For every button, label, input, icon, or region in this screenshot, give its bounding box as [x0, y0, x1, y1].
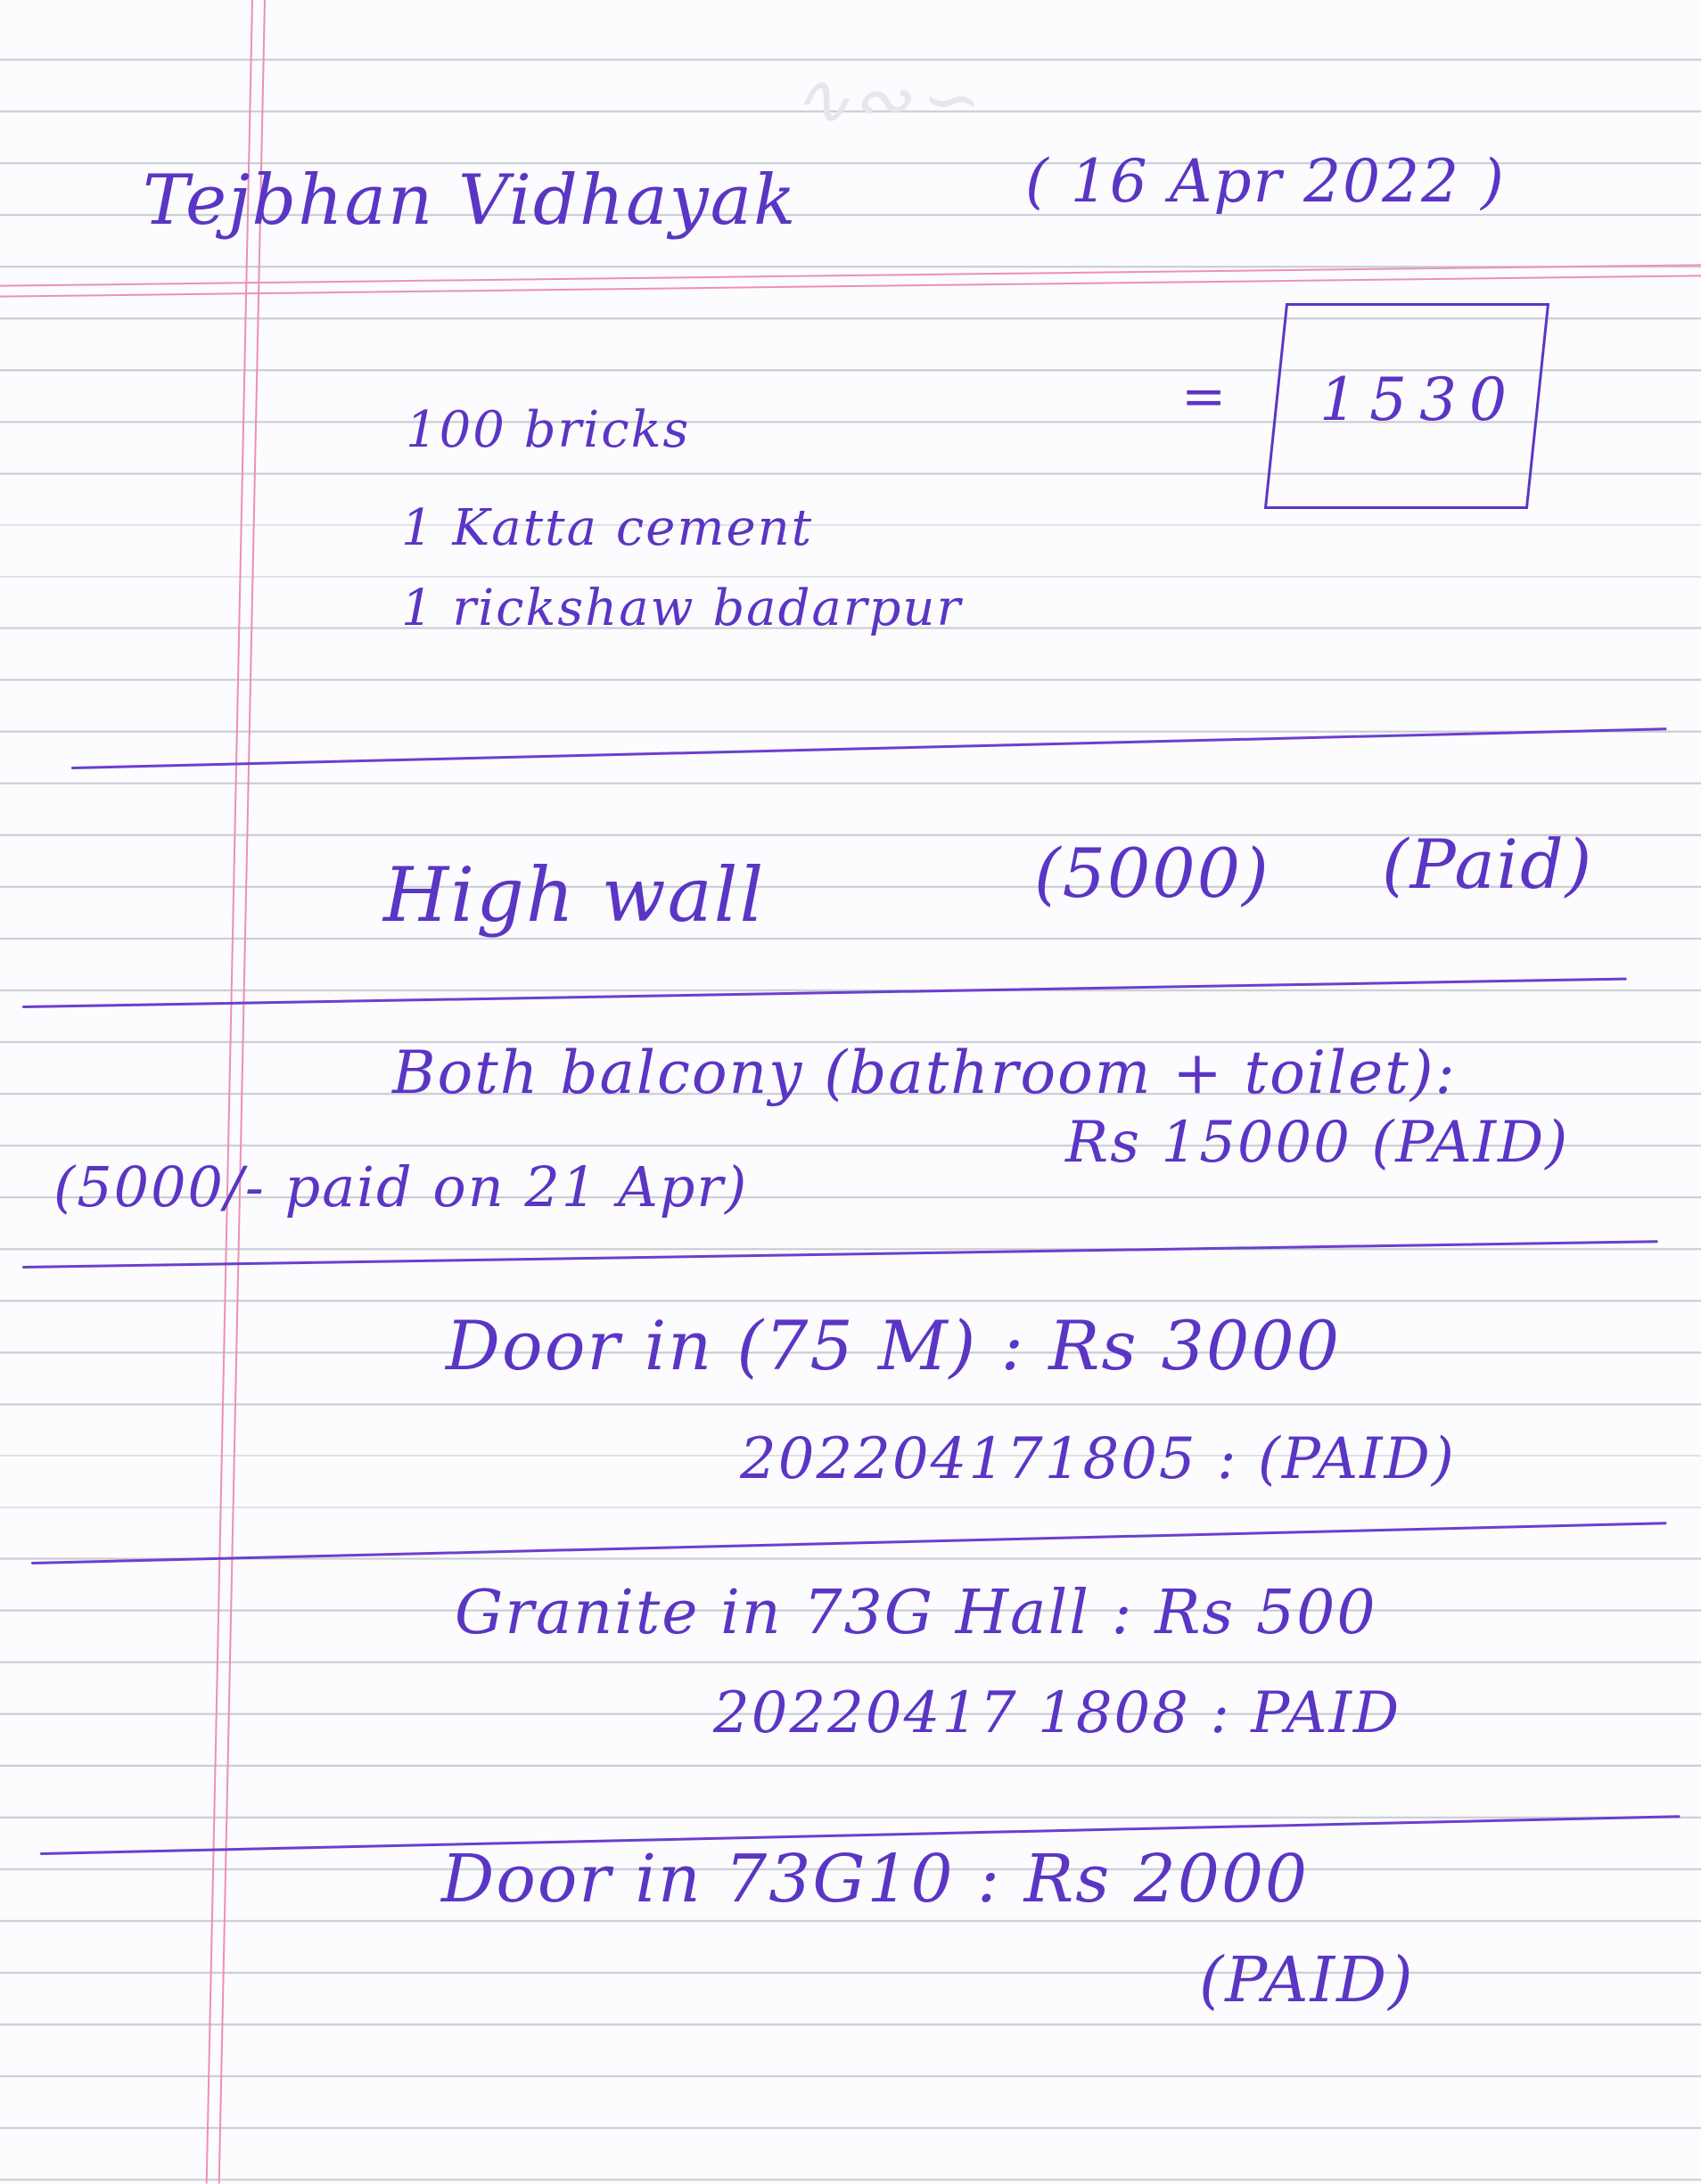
- high-wall-label: High wall: [383, 851, 766, 939]
- material-badarpur: 1 rickshaw badarpur: [401, 579, 963, 637]
- material-cement: 1 Katta cement: [401, 499, 814, 557]
- granite-line2: 20220417 1808 : PAID: [713, 1680, 1401, 1746]
- separator-2: [22, 978, 1627, 1008]
- balcony-amount: Rs 15000 (PAID): [1065, 1110, 1570, 1176]
- equals-sign: =: [1181, 365, 1228, 428]
- separator-4: [31, 1522, 1667, 1564]
- high-wall-amount: (5000): [1034, 833, 1270, 913]
- top-margin-line: [0, 264, 1701, 286]
- granite-line1: Granite in 73G Hall : Rs 500: [455, 1578, 1377, 1648]
- header-name: Tejbhan Vidhayak: [143, 160, 798, 241]
- door-75m-line2: 202204171805 : (PAID): [740, 1426, 1456, 1492]
- door-75m-line1: Door in (75 M) : Rs 3000: [446, 1306, 1342, 1385]
- materials-total: 1530: [1319, 365, 1519, 434]
- separator-3: [22, 1240, 1658, 1269]
- door-73g-line1: Door in 73G10 : Rs 2000: [441, 1841, 1310, 1917]
- header-date: ( 16 Apr 2022 ): [1025, 147, 1506, 216]
- margin-line-right: [218, 0, 266, 2183]
- high-wall-status: (Paid): [1382, 825, 1594, 904]
- door-73g-line2: (PAID): [1199, 1943, 1415, 2016]
- material-bricks: 100 bricks: [406, 401, 691, 459]
- separator-1: [71, 727, 1667, 769]
- margin-line-left: [206, 0, 253, 2183]
- top-margin-line-2: [0, 275, 1701, 297]
- balcony-line1: Both balcony (bathroom + toilet):: [392, 1039, 1457, 1107]
- balcony-note: (5000/- paid on 21 Apr): [53, 1154, 749, 1219]
- show-through-marks: ∽∾∿: [802, 62, 982, 145]
